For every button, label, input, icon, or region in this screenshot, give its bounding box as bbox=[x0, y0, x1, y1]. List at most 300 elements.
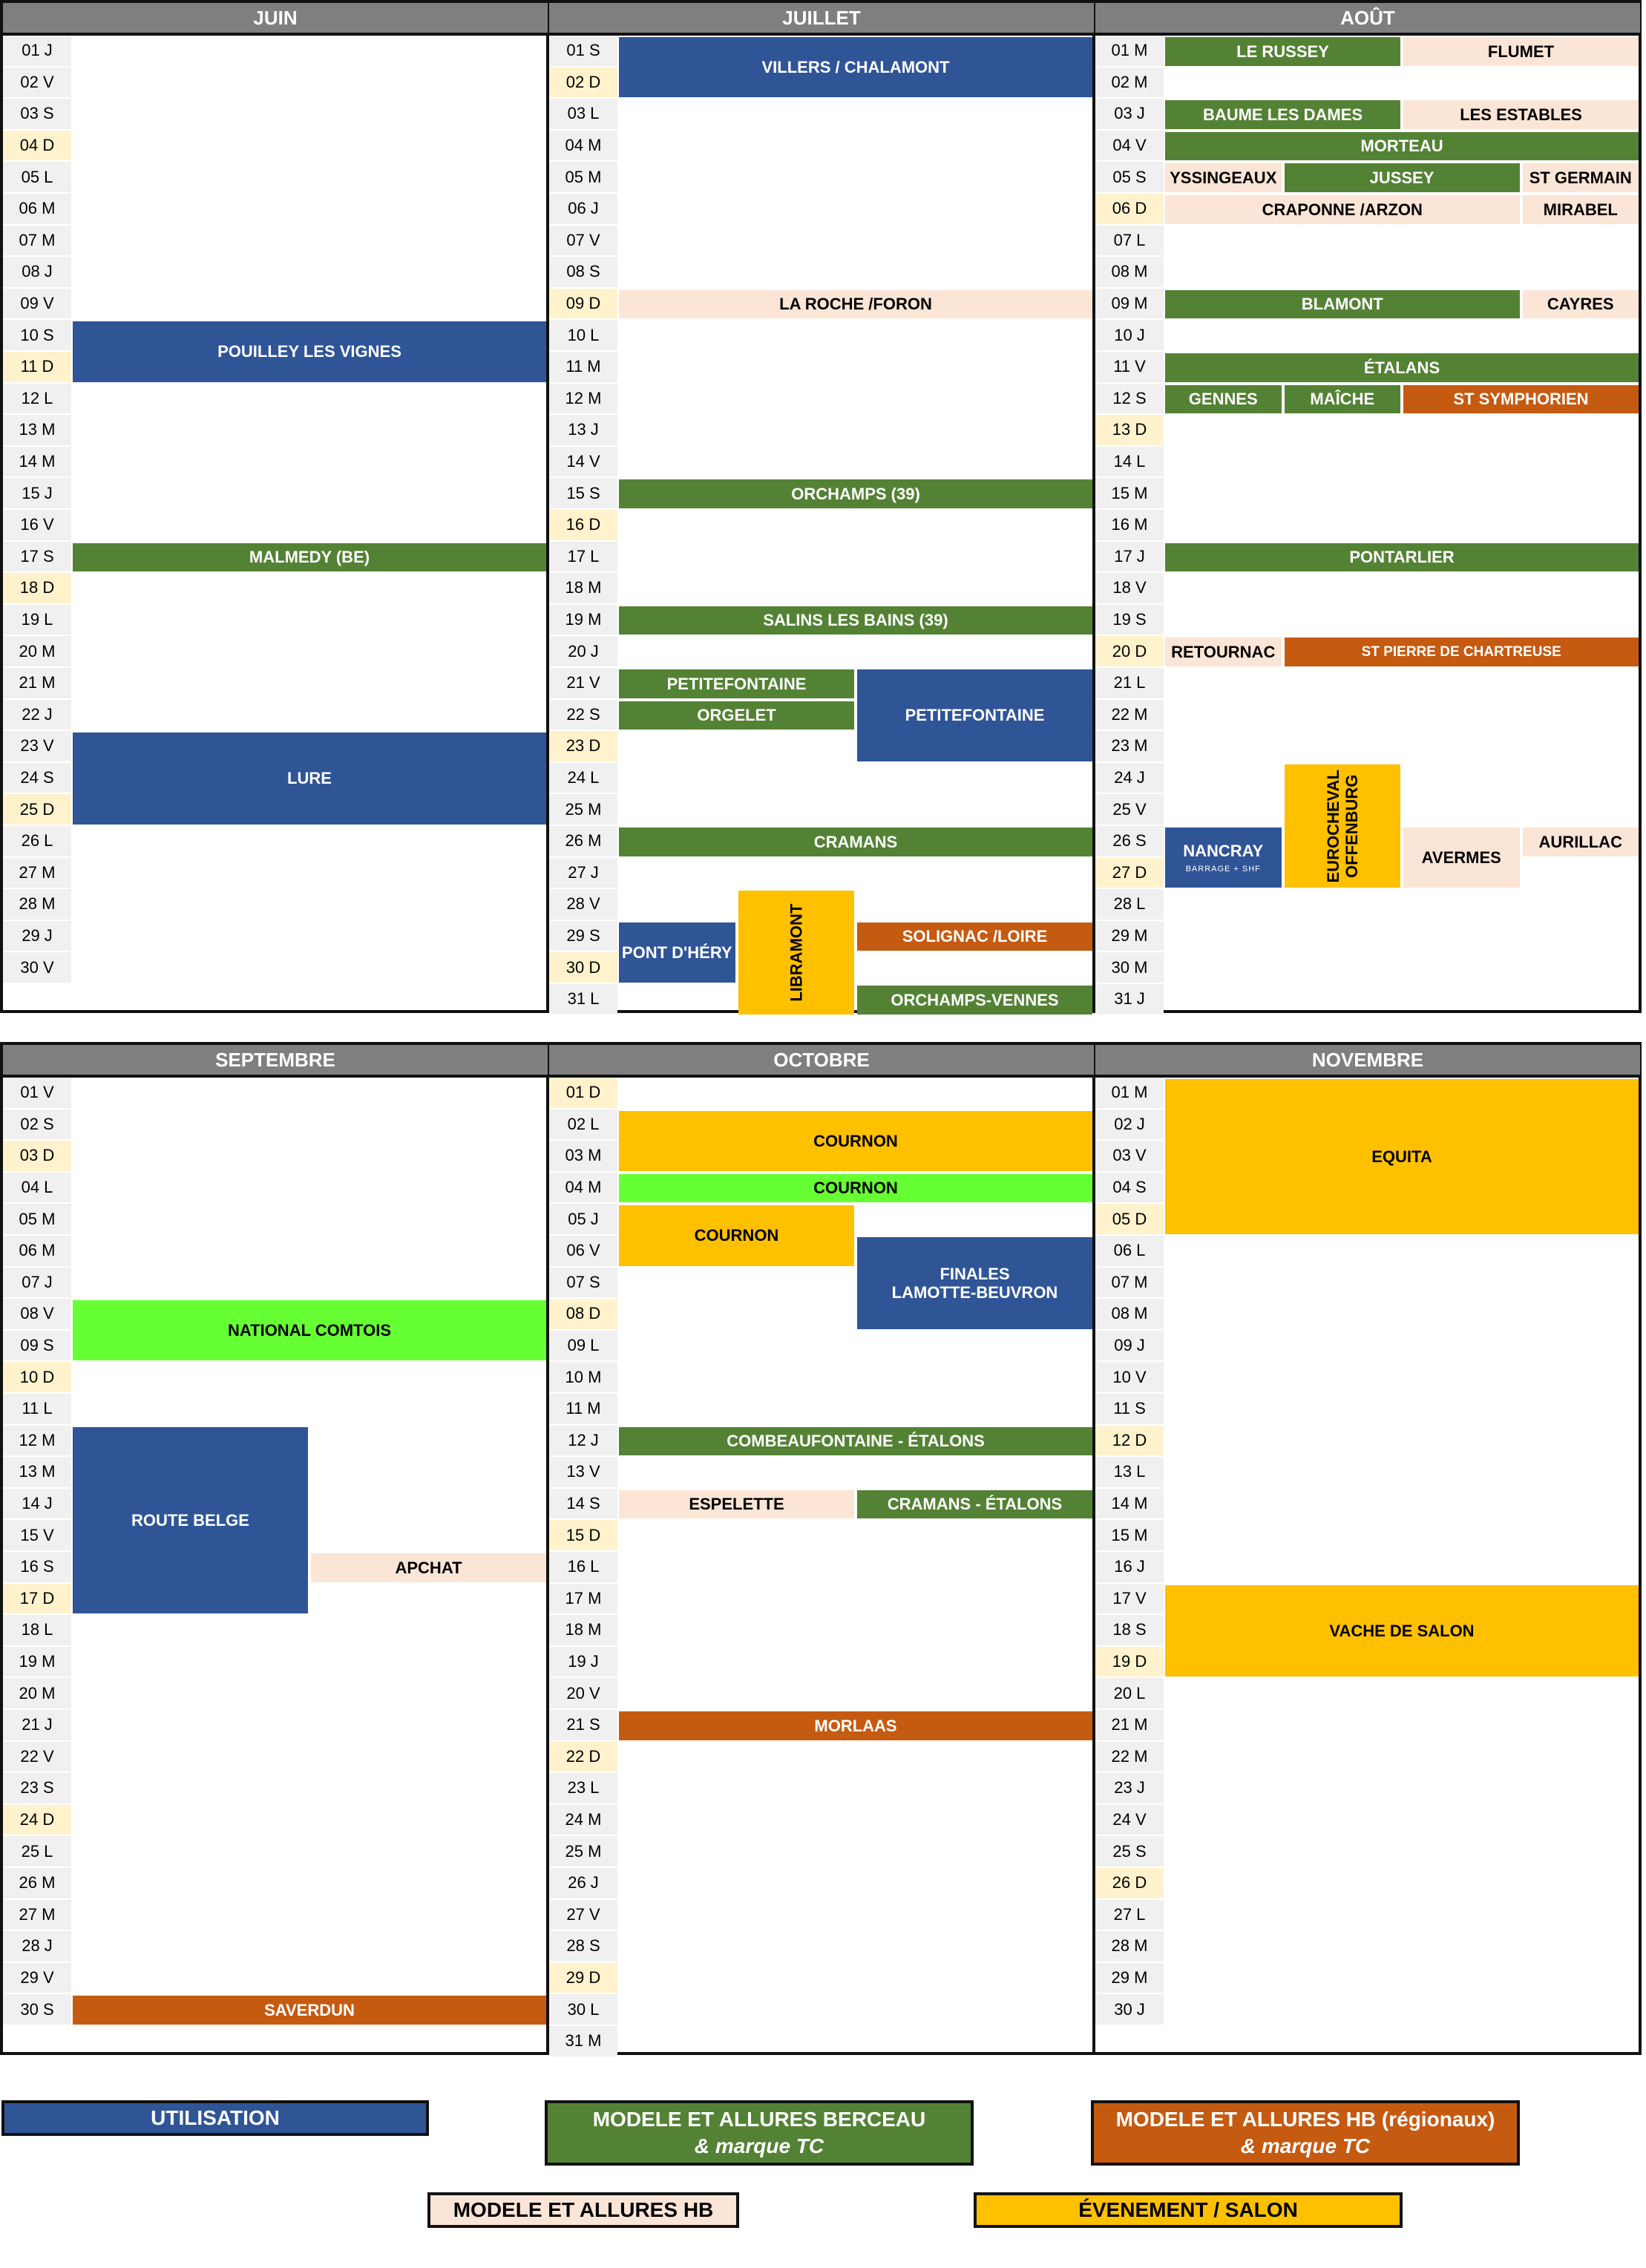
event-label: VILLERS / CHALAMONT bbox=[761, 57, 950, 76]
day-cell: 12 J bbox=[549, 1426, 617, 1458]
event-orchamps-39[interactable] bbox=[619, 479, 1092, 508]
event-label: RETOURNAC bbox=[1171, 643, 1276, 662]
event-pouilley-les-vignes[interactable] bbox=[73, 321, 546, 381]
day-cell: 17 D bbox=[3, 1584, 71, 1616]
day-cell: 15 M bbox=[1095, 1520, 1164, 1552]
day-cell: 02 D bbox=[549, 68, 617, 99]
day-cell: 13 D bbox=[1095, 415, 1164, 447]
event-label: CAYRES bbox=[1547, 295, 1614, 314]
day-cell: 16 J bbox=[1095, 1552, 1164, 1584]
legend-modele-hb bbox=[427, 2192, 739, 2228]
day-cell: 24 L bbox=[549, 763, 617, 795]
day-cell: 17 L bbox=[549, 542, 617, 574]
day-cell: 11 S bbox=[1095, 1394, 1164, 1426]
day-cell: 15 M bbox=[1095, 478, 1164, 510]
event-label: AURILLAC bbox=[1538, 832, 1622, 851]
day-cell: 28 L bbox=[1095, 889, 1164, 921]
event-label: GENNES bbox=[1188, 390, 1258, 409]
event-flumet[interactable] bbox=[1403, 37, 1639, 66]
day-cell: 20 D bbox=[1095, 636, 1164, 668]
day-cell: 16 V bbox=[3, 510, 71, 542]
day-cell: 05 D bbox=[1095, 1204, 1164, 1236]
day-cell: 07 V bbox=[549, 226, 617, 258]
day-cell: 04 D bbox=[3, 131, 71, 163]
day-cell: 10 M bbox=[549, 1362, 617, 1394]
day-cell: 10 J bbox=[1095, 320, 1164, 352]
day-cell: 18 M bbox=[549, 1615, 617, 1647]
day-cell: 31 M bbox=[549, 2026, 617, 2058]
day-cell: 01 D bbox=[549, 1078, 617, 1110]
day-cell: 14 L bbox=[1095, 447, 1164, 479]
day-cell: 27 D bbox=[1095, 858, 1164, 890]
legend-utilisation bbox=[1, 2100, 429, 2136]
event-retournac[interactable] bbox=[1165, 638, 1282, 666]
legend-berceau-sublabel: & marque TC bbox=[694, 2134, 824, 2157]
day-cell: 16 S bbox=[3, 1552, 71, 1584]
day-cell: 24 D bbox=[3, 1805, 71, 1837]
day-cell: 17 S bbox=[3, 542, 71, 574]
event-label: CRAMANS - ÉTALONS bbox=[887, 1495, 1063, 1514]
day-cell: 09 L bbox=[549, 1331, 617, 1363]
header-separator bbox=[0, 1075, 1642, 1078]
day-cell: 15 J bbox=[3, 478, 71, 510]
day-cell: 05 M bbox=[549, 162, 617, 194]
day-cell: 16 L bbox=[549, 1552, 617, 1584]
event-mirabel[interactable] bbox=[1523, 195, 1639, 224]
day-cell: 07 J bbox=[3, 1268, 71, 1299]
event-finales-lamotte-beuvron[interactable] bbox=[857, 1237, 1092, 1329]
day-cell: 10 V bbox=[1095, 1362, 1164, 1394]
day-cell: 23 M bbox=[1095, 731, 1164, 763]
day-cell: 22 J bbox=[3, 700, 71, 732]
day-cell: 31 J bbox=[1095, 984, 1164, 1016]
event-label: COURNON bbox=[813, 1179, 898, 1198]
event-blamont[interactable] bbox=[1165, 290, 1520, 319]
day-cell: 04 V bbox=[1095, 131, 1164, 163]
day-cell: 27 M bbox=[3, 858, 71, 890]
event-label: ST GERMAIN bbox=[1529, 168, 1632, 188]
day-cell: 05 L bbox=[3, 162, 71, 194]
event-les-estables[interactable] bbox=[1403, 100, 1639, 129]
day-cell: 09 M bbox=[1095, 289, 1164, 321]
event-label: PONTARLIER bbox=[1349, 548, 1455, 567]
event-orgelet[interactable] bbox=[619, 701, 854, 730]
day-cell: 29 V bbox=[3, 1963, 71, 1995]
day-cell: 07 M bbox=[3, 226, 71, 258]
day-cell: 02 V bbox=[3, 68, 71, 99]
day-cell: 08 J bbox=[3, 257, 71, 289]
day-cell: 05 M bbox=[3, 1204, 71, 1236]
day-cell: 09 J bbox=[1095, 1331, 1164, 1363]
day-cell: 13 J bbox=[549, 415, 617, 447]
day-cell: 17 V bbox=[1095, 1584, 1164, 1616]
event-label: ESPELETTE bbox=[689, 1495, 784, 1514]
day-cell: 26 L bbox=[3, 826, 71, 858]
day-cell: 30 J bbox=[1095, 1994, 1164, 2026]
legend-regionaux-sublabel: & marque TC bbox=[1240, 2134, 1371, 2157]
day-cell: 30 D bbox=[549, 952, 617, 984]
day-cell: 26 D bbox=[1095, 1868, 1164, 1900]
day-cell: 15 D bbox=[549, 1520, 617, 1552]
day-cell: 11 V bbox=[1095, 352, 1164, 384]
event-label: PONT D'HÉRY bbox=[621, 943, 732, 962]
day-cell: 20 M bbox=[3, 1678, 71, 1710]
day-cell: 01 M bbox=[1095, 36, 1164, 68]
day-cell: 29 S bbox=[549, 921, 617, 953]
event-petitefontaine[interactable] bbox=[857, 669, 1092, 761]
day-cell: 25 V bbox=[1095, 794, 1164, 826]
month-header-octobre: OCTOBRE bbox=[549, 1045, 1094, 1075]
event-petitefontaine[interactable] bbox=[619, 669, 854, 698]
event-cramans[interactable] bbox=[619, 827, 1092, 856]
legend-regionaux bbox=[1091, 2100, 1520, 2166]
event-equita[interactable] bbox=[1165, 1079, 1639, 1234]
day-cell: 16 M bbox=[1095, 510, 1164, 542]
day-cell: 12 D bbox=[1095, 1426, 1164, 1458]
event-label: CRAPONNE /ARZON bbox=[1262, 200, 1423, 219]
event-label: FINALES LAMOTTE-BEUVRON bbox=[891, 1264, 1058, 1302]
header-separator bbox=[0, 33, 1642, 36]
day-cell: 18 V bbox=[1095, 573, 1164, 605]
event-label: BAUME LES DAMES bbox=[1202, 105, 1363, 124]
day-cell: 31 L bbox=[549, 984, 617, 1016]
event-talans[interactable] bbox=[1165, 353, 1639, 382]
day-cell: 06 L bbox=[1095, 1236, 1164, 1268]
legend-utilisation-label: UTILISATION bbox=[151, 2105, 280, 2129]
legend-regionaux-label: MODELE ET ALLURES HB (régionaux) bbox=[1115, 2107, 1495, 2131]
event-label: YSSINGEAUX bbox=[1170, 168, 1277, 188]
event-apchat[interactable] bbox=[311, 1553, 546, 1582]
day-cell: 30 M bbox=[1095, 952, 1164, 984]
day-cell: 29 J bbox=[3, 921, 71, 953]
day-cell: 25 L bbox=[3, 1836, 71, 1868]
day-cell: 23 J bbox=[1095, 1773, 1164, 1805]
month-header-novembre: NOVEMBRE bbox=[1095, 1045, 1640, 1075]
event-label: ST PIERRE DE CHARTREUSE bbox=[1361, 643, 1561, 660]
day-cell: 09 S bbox=[3, 1331, 71, 1363]
day-cell: 29 D bbox=[549, 1963, 617, 1995]
day-cell: 30 L bbox=[549, 1994, 617, 2026]
day-cell: 13 V bbox=[549, 1457, 617, 1489]
event-villers-chalamont[interactable] bbox=[619, 37, 1092, 97]
event-le-russey[interactable] bbox=[1165, 37, 1400, 66]
month-header-septembre: SEPTEMBRE bbox=[3, 1045, 548, 1075]
day-cell: 22 S bbox=[549, 700, 617, 732]
day-cell: 06 J bbox=[549, 194, 617, 226]
event-label: JUSSEY bbox=[1369, 168, 1434, 188]
event-vache-de-salon[interactable] bbox=[1165, 1585, 1639, 1677]
event-yssingeaux[interactable] bbox=[1165, 163, 1282, 192]
day-cell: 07 S bbox=[549, 1268, 617, 1299]
event-label: ORCHAMPS (39) bbox=[791, 485, 920, 504]
event-aurillac[interactable] bbox=[1523, 827, 1639, 856]
day-cell: 29 M bbox=[1095, 1963, 1164, 1995]
day-cell: 26 J bbox=[549, 1868, 617, 1900]
day-cell: 09 V bbox=[3, 289, 71, 321]
event-cramans-talons[interactable] bbox=[857, 1490, 1092, 1519]
event-craponne-arzon[interactable] bbox=[1165, 195, 1520, 224]
day-cell: 11 M bbox=[549, 352, 617, 384]
event-cournon[interactable] bbox=[619, 1111, 1092, 1171]
day-cell: 21 V bbox=[549, 668, 617, 700]
day-cell: 04 M bbox=[549, 131, 617, 163]
day-cell: 14 M bbox=[1095, 1489, 1164, 1521]
event-label: NANCRAY bbox=[1183, 841, 1264, 860]
event-label: NATIONAL COMTOIS bbox=[228, 1321, 391, 1340]
day-cell: 02 S bbox=[3, 1110, 71, 1141]
event-label: ST SYMPHORIEN bbox=[1453, 390, 1589, 409]
event-combeaufontaine-talons[interactable] bbox=[619, 1427, 1092, 1456]
event-label: ÉTALANS bbox=[1363, 358, 1440, 377]
event-morteau[interactable] bbox=[1165, 132, 1639, 161]
event-label: MORTEAU bbox=[1360, 137, 1443, 156]
day-cell: 02 M bbox=[1095, 68, 1164, 99]
event-label: LES ESTABLES bbox=[1460, 105, 1582, 124]
day-cell: 03 L bbox=[549, 99, 617, 131]
event-label: MIRABEL bbox=[1543, 200, 1618, 219]
day-cell: 05 S bbox=[1095, 162, 1164, 194]
event-label: AVERMES bbox=[1421, 848, 1501, 867]
event-avermes[interactable] bbox=[1403, 827, 1520, 888]
day-cell: 17 J bbox=[1095, 542, 1164, 574]
day-cell: 28 S bbox=[549, 1931, 617, 1963]
event-label: ORGELET bbox=[697, 706, 776, 725]
day-cell: 19 D bbox=[1095, 1647, 1164, 1679]
event-salins-les-bains-39[interactable] bbox=[619, 606, 1092, 635]
day-cell: 04 S bbox=[1095, 1173, 1164, 1205]
day-cell: 29 M bbox=[1095, 921, 1164, 953]
event-label: EUROCHEVAL OFFENBURG bbox=[1323, 769, 1361, 883]
event-label: MALMEDY (BE) bbox=[249, 548, 370, 567]
day-cell: 12 M bbox=[549, 384, 617, 416]
event-cournon[interactable] bbox=[619, 1205, 854, 1265]
day-cell: 19 M bbox=[3, 1647, 71, 1679]
day-cell: 20 L bbox=[1095, 1678, 1164, 1710]
event-label: COMBEAUFONTAINE - ÉTALONS bbox=[727, 1432, 985, 1451]
day-cell: 27 M bbox=[3, 1900, 71, 1932]
event-la-roche-foron[interactable] bbox=[619, 290, 1092, 319]
day-cell: 18 M bbox=[549, 573, 617, 605]
event-st-symphorien[interactable] bbox=[1403, 385, 1639, 414]
event-espelette[interactable] bbox=[619, 1490, 854, 1519]
legend-berceau bbox=[545, 2100, 974, 2166]
day-cell: 12 L bbox=[3, 384, 71, 416]
day-cell: 14 S bbox=[549, 1489, 617, 1521]
day-cell: 28 M bbox=[3, 889, 71, 921]
event-libramont[interactable] bbox=[738, 891, 855, 1014]
day-cell: 30 V bbox=[3, 952, 71, 984]
day-cell: 01 S bbox=[549, 36, 617, 68]
day-cell: 22 V bbox=[3, 1742, 71, 1774]
day-cell: 20 V bbox=[549, 1678, 617, 1710]
day-cell: 21 J bbox=[3, 1710, 71, 1742]
day-cell: 15 S bbox=[549, 478, 617, 510]
day-cell: 19 M bbox=[549, 605, 617, 637]
day-cell: 23 S bbox=[3, 1773, 71, 1805]
event-label: LIBRAMONT bbox=[787, 903, 806, 1002]
day-cell: 13 M bbox=[3, 415, 71, 447]
day-cell: 08 D bbox=[549, 1299, 617, 1331]
day-cell: 15 V bbox=[3, 1520, 71, 1552]
day-cell: 10 D bbox=[3, 1362, 71, 1394]
event-orchamps-vennes[interactable] bbox=[857, 986, 1092, 1015]
day-cell: 27 L bbox=[1095, 1900, 1164, 1932]
day-cell: 06 D bbox=[1095, 194, 1164, 226]
event-label: LA ROCHE /FORON bbox=[779, 295, 932, 314]
day-cell: 24 J bbox=[1095, 763, 1164, 795]
event-cayres[interactable] bbox=[1523, 290, 1639, 319]
day-cell: 01 J bbox=[3, 36, 71, 68]
month-header-aot: AOÛT bbox=[1095, 3, 1640, 33]
day-cell: 14 J bbox=[3, 1489, 71, 1521]
event-cournon[interactable] bbox=[619, 1174, 1092, 1203]
day-cell: 24 S bbox=[3, 763, 71, 795]
day-cell: 21 M bbox=[1095, 1710, 1164, 1742]
event-route-belge[interactable] bbox=[73, 1427, 308, 1614]
day-cell: 24 M bbox=[549, 1805, 617, 1837]
event-label: BLAMONT bbox=[1301, 295, 1383, 314]
event-label: LE RUSSEY bbox=[1236, 42, 1329, 61]
day-cell: 10 S bbox=[3, 320, 71, 352]
day-cell: 05 J bbox=[549, 1204, 617, 1236]
day-cell: 08 S bbox=[549, 257, 617, 289]
day-cell: 21 M bbox=[3, 668, 71, 700]
event-st-pierre-de-chartreuse[interactable] bbox=[1285, 638, 1639, 666]
event-morlaas[interactable] bbox=[619, 1711, 1092, 1740]
event-solignac-loire[interactable] bbox=[857, 922, 1092, 951]
event-national-comtois[interactable] bbox=[73, 1300, 546, 1360]
day-cell: 30 S bbox=[3, 1994, 71, 2026]
event-lure[interactable] bbox=[73, 732, 546, 825]
legend-berceau-label: MODELE ET ALLURES BERCEAU bbox=[592, 2107, 926, 2131]
day-cell: 26 S bbox=[1095, 826, 1164, 858]
day-cell: 08 M bbox=[1095, 1299, 1164, 1331]
day-cell: 27 V bbox=[549, 1900, 617, 1932]
day-cell: 08 M bbox=[1095, 257, 1164, 289]
event-label: PETITEFONTAINE bbox=[905, 706, 1045, 725]
day-cell: 22 M bbox=[1095, 1742, 1164, 1774]
day-cell: 02 J bbox=[1095, 1110, 1164, 1141]
event-malmedy-be[interactable] bbox=[73, 543, 546, 572]
day-cell: 22 M bbox=[1095, 700, 1164, 732]
day-cell: 03 D bbox=[3, 1141, 71, 1173]
day-cell: 27 J bbox=[549, 858, 617, 890]
day-cell: 11 D bbox=[3, 352, 71, 384]
day-cell: 18 L bbox=[3, 1615, 71, 1647]
day-cell: 04 M bbox=[549, 1173, 617, 1205]
event-pont-d-h-ry[interactable] bbox=[619, 922, 735, 983]
day-cell: 12 S bbox=[1095, 384, 1164, 416]
day-cell: 11 M bbox=[549, 1394, 617, 1426]
legend-evenement-label: ÉVENEMENT / SALON bbox=[1078, 2197, 1298, 2221]
day-cell: 03 M bbox=[549, 1141, 617, 1173]
day-cell: 25 S bbox=[1095, 1836, 1164, 1868]
day-cell: 26 M bbox=[3, 1868, 71, 1900]
day-cell: 02 L bbox=[549, 1110, 617, 1141]
day-cell: 17 M bbox=[549, 1584, 617, 1616]
day-cell: 11 L bbox=[3, 1394, 71, 1426]
day-cell: 14 M bbox=[3, 447, 71, 479]
day-cell: 06 V bbox=[549, 1236, 617, 1268]
event-baume-les-dames[interactable] bbox=[1165, 100, 1400, 129]
event-jussey[interactable] bbox=[1285, 163, 1520, 192]
day-cell: 03 V bbox=[1095, 1141, 1164, 1173]
day-cell: 14 V bbox=[549, 447, 617, 479]
day-cell: 06 M bbox=[3, 194, 71, 226]
event-gennes[interactable] bbox=[1165, 385, 1282, 414]
day-cell: 18 D bbox=[3, 573, 71, 605]
day-cell: 23 V bbox=[3, 731, 71, 763]
day-cell: 18 S bbox=[1095, 1615, 1164, 1647]
day-cell: 13 L bbox=[1095, 1457, 1164, 1489]
event-pontarlier[interactable] bbox=[1165, 543, 1639, 572]
day-cell: 03 J bbox=[1095, 99, 1164, 131]
event-label: CRAMANS bbox=[813, 832, 898, 851]
event-label: MAÎCHE bbox=[1310, 390, 1375, 409]
event-label: ORCHAMPS-VENNES bbox=[891, 990, 1059, 1009]
event-label: POUILLEY LES VIGNES bbox=[217, 342, 401, 361]
event-ma-che[interactable] bbox=[1285, 385, 1401, 414]
month-header-juin: JUIN bbox=[3, 3, 548, 33]
event-label: SAVERDUN bbox=[264, 2001, 355, 2020]
event-label: VACHE DE SALON bbox=[1329, 1621, 1475, 1640]
day-cell: 25 M bbox=[549, 1836, 617, 1868]
day-cell: 03 S bbox=[3, 99, 71, 131]
event-st-germain[interactable] bbox=[1523, 163, 1639, 192]
event-label: FLUMET bbox=[1487, 42, 1555, 61]
day-cell: 28 J bbox=[3, 1931, 71, 1963]
day-cell: 23 L bbox=[549, 1773, 617, 1805]
day-cell: 28 M bbox=[1095, 1931, 1164, 1963]
day-cell: 07 M bbox=[1095, 1268, 1164, 1299]
day-cell: 06 M bbox=[3, 1236, 71, 1268]
event-label: LURE bbox=[287, 769, 332, 788]
event-label: COURNON bbox=[694, 1226, 779, 1245]
event-label: SALINS LES BAINS (39) bbox=[763, 611, 948, 630]
event-saverdun[interactable] bbox=[73, 1996, 546, 2025]
day-cell: 22 D bbox=[549, 1742, 617, 1774]
event-eurocheval-offenburg[interactable] bbox=[1285, 764, 1401, 888]
day-cell: 19 S bbox=[1095, 605, 1164, 637]
day-cell: 24 V bbox=[1095, 1805, 1164, 1837]
event-label: PETITEFONTAINE bbox=[666, 674, 807, 693]
day-cell: 01 V bbox=[3, 1078, 71, 1110]
event-nancray[interactable] bbox=[1165, 827, 1282, 888]
day-cell: 26 M bbox=[549, 826, 617, 858]
event-label: EQUITA bbox=[1371, 1147, 1432, 1166]
day-cell: 20 M bbox=[3, 636, 71, 668]
day-cell: 08 V bbox=[3, 1299, 71, 1331]
month-header-juillet: JUILLET bbox=[549, 3, 1094, 33]
day-cell: 12 M bbox=[3, 1426, 71, 1458]
day-cell: 28 V bbox=[549, 889, 617, 921]
day-cell: 25 D bbox=[3, 794, 71, 826]
event-label: ROUTE BELGE bbox=[131, 1510, 249, 1530]
day-cell: 07 L bbox=[1095, 226, 1164, 258]
day-cell: 04 L bbox=[3, 1173, 71, 1205]
event-label: MORLAAS bbox=[814, 1716, 897, 1735]
day-cell: 23 D bbox=[549, 731, 617, 763]
day-cell: 19 L bbox=[3, 605, 71, 637]
event-label: SOLIGNAC /LOIRE bbox=[902, 927, 1048, 946]
day-cell: 21 L bbox=[1095, 668, 1164, 700]
day-cell: 21 S bbox=[549, 1710, 617, 1742]
day-cell: 19 J bbox=[549, 1647, 617, 1679]
day-cell: 09 D bbox=[549, 289, 617, 321]
day-cell: 10 L bbox=[549, 320, 617, 352]
event-sublabel: BARRAGE + SHF bbox=[1185, 864, 1261, 874]
day-cell: 13 M bbox=[3, 1457, 71, 1489]
